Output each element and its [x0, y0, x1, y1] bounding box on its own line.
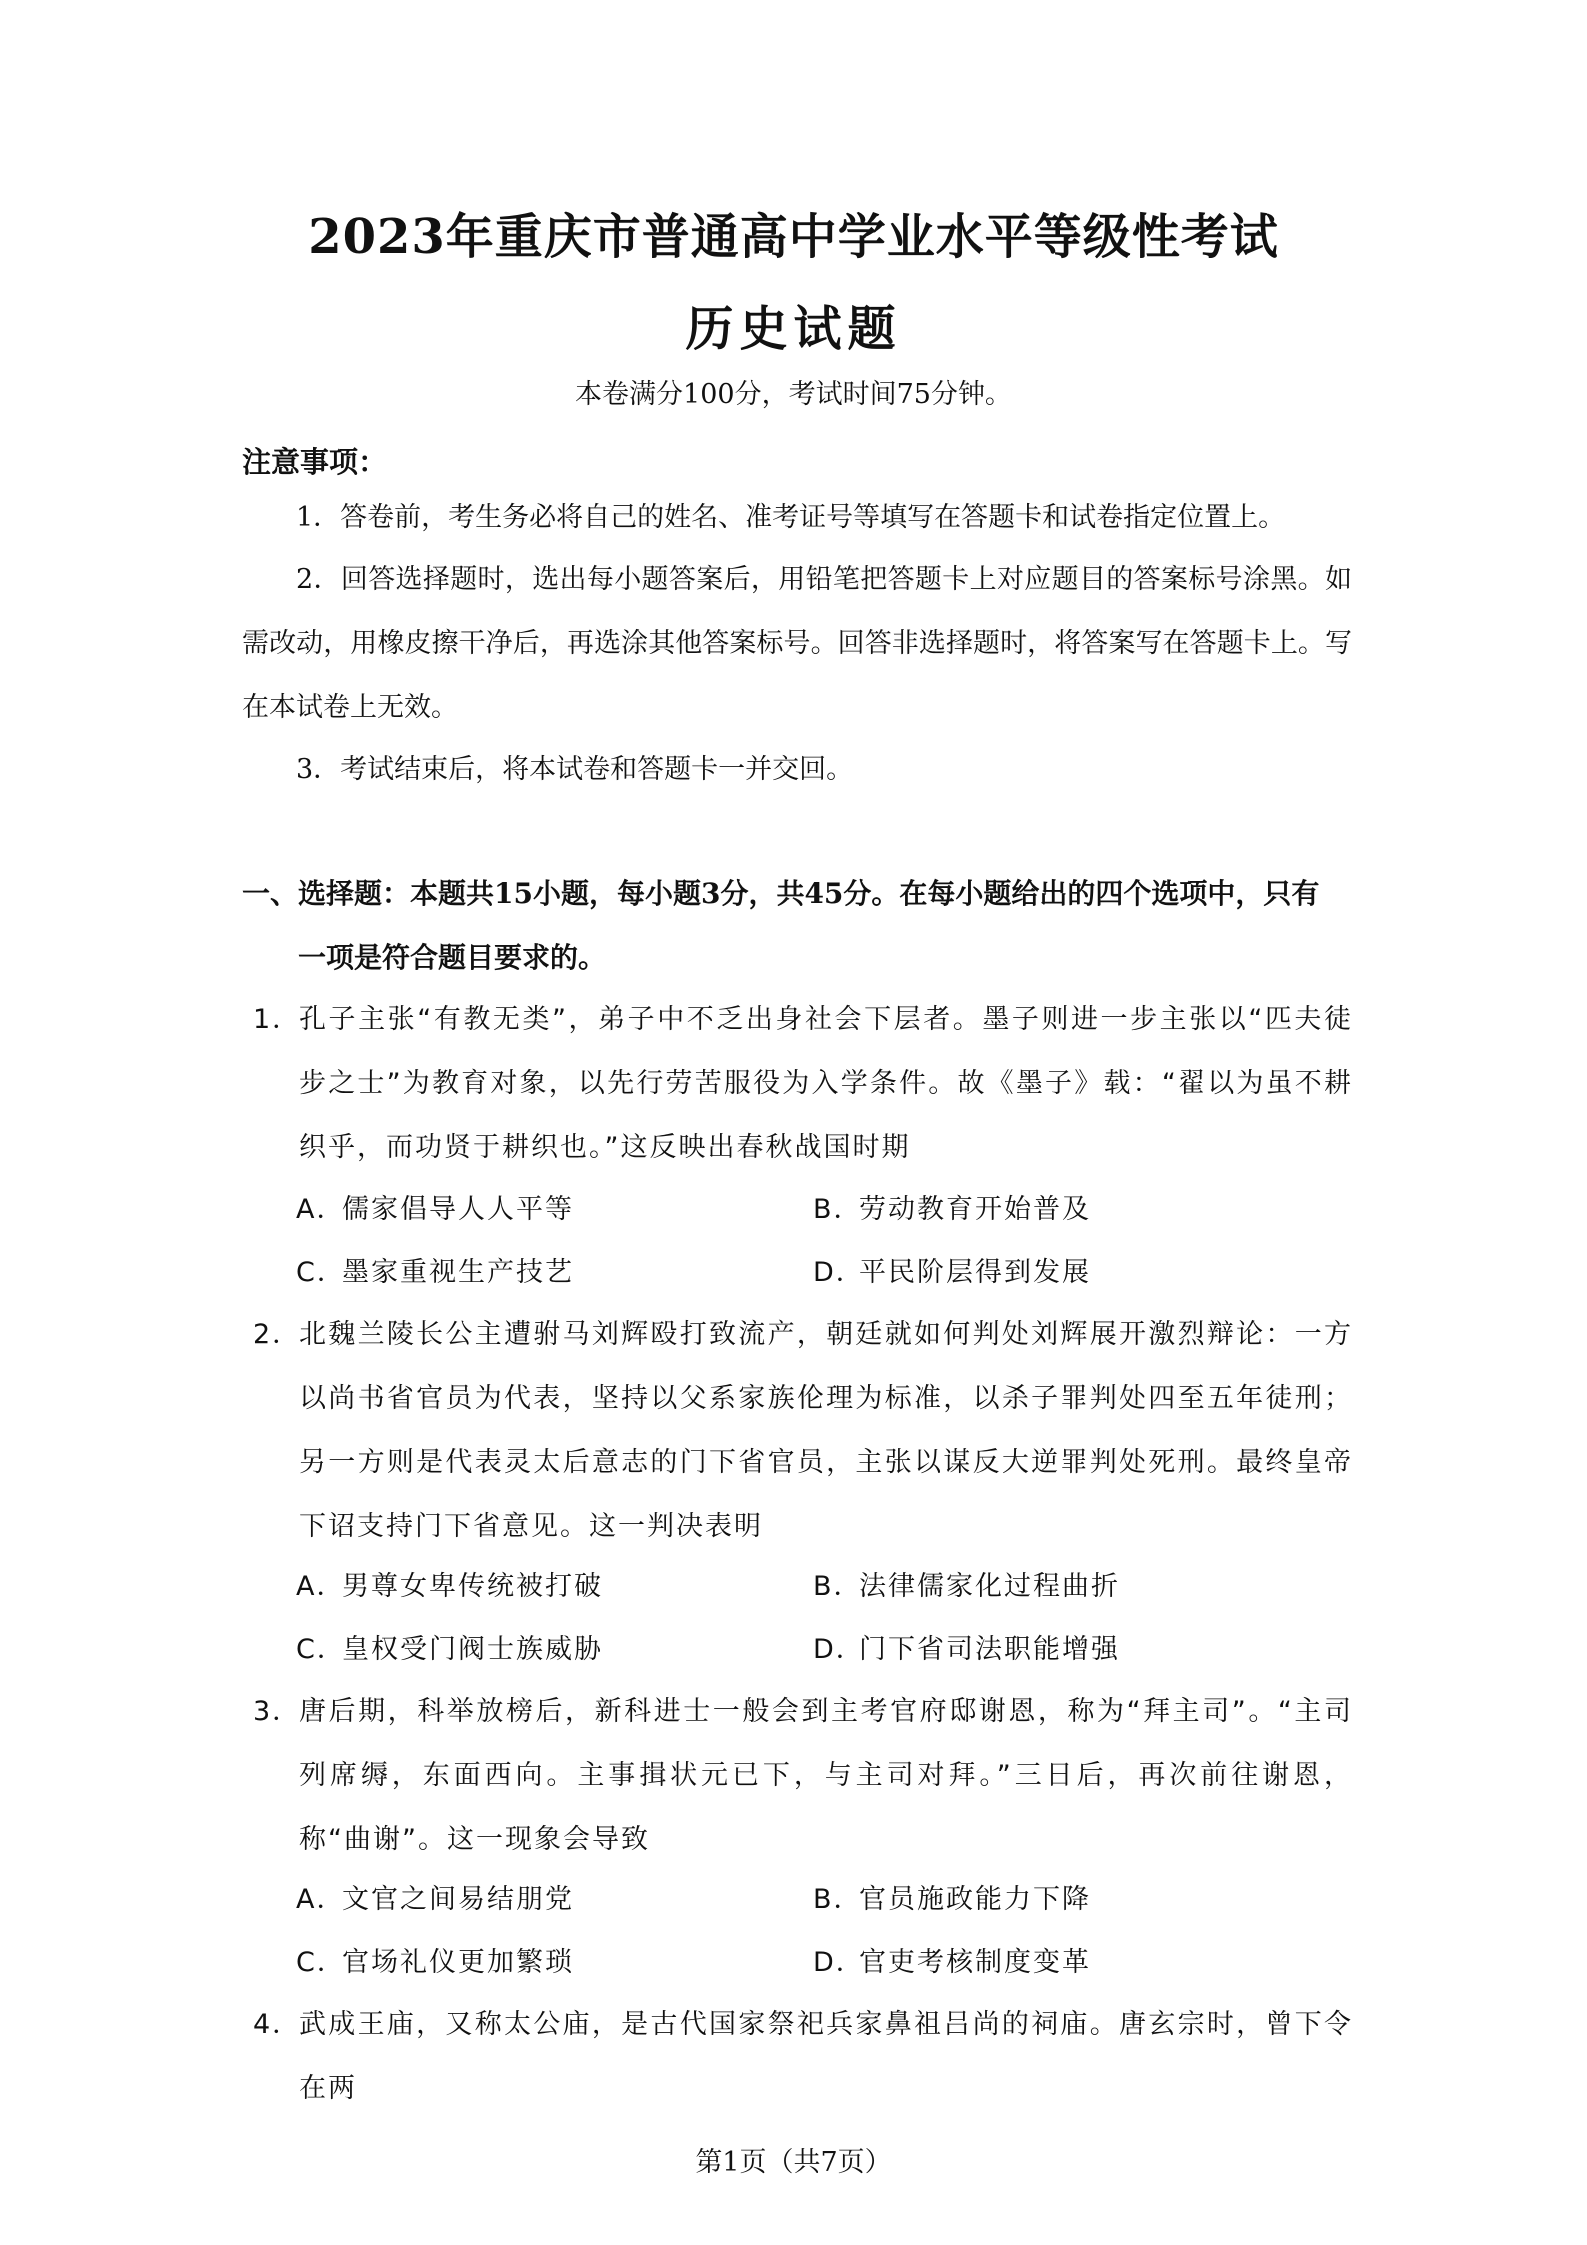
option-1b	[813, 1190, 1091, 1230]
option-letter: C．	[296, 1634, 346, 1665]
option-text: 墨家重视生产技艺	[342, 1257, 574, 1288]
option-2c	[296, 1630, 603, 1670]
option-letter: D．	[813, 1634, 865, 1665]
question-stem: 孔子主张“有教无类”，弟子中不乏出身社会下层者。墨子则进一步主张以“匹夫徒步之士”为教育对象，以先行劳苦服役为入学条件。故《墨子》载：“翟以为虽不耕织乎，而功贤于耕织也。”这反映出春秋战国时期	[299, 1004, 1353, 1163]
question-1	[253, 988, 1353, 1180]
question-number: 3．	[253, 1696, 302, 1727]
option-text: 官员施政能力下降	[859, 1884, 1091, 1915]
option-3d	[813, 1943, 1091, 1983]
exam-info: 本卷满分100分，考试时间75分钟。	[575, 379, 1012, 410]
option-letter: C．	[296, 1947, 346, 1978]
option-text: 门下省司法职能增强	[859, 1634, 1120, 1665]
option-text: 男尊女卑传统被打破	[342, 1571, 603, 1602]
option-letter: B．	[813, 1194, 863, 1225]
option-text: 劳动教育开始普及	[859, 1194, 1091, 1225]
option-letter: B．	[813, 1571, 863, 1602]
question-stem: 武成王庙，又称太公庙，是古代国家祭祀兵家鼻祖吕尚的祠庙。唐玄宗时，曾下令在两	[299, 2009, 1353, 2104]
option-1c	[296, 1253, 574, 1293]
question-number: 4．	[253, 2009, 302, 2040]
question-2	[253, 1303, 1353, 1559]
option-letter: A．	[296, 1194, 346, 1225]
question-4	[253, 1993, 1353, 2121]
option-text: 文官之间易结朋党	[342, 1884, 574, 1915]
option-3a	[296, 1880, 574, 1920]
section-heading	[242, 862, 1352, 990]
option-2b	[813, 1567, 1120, 1607]
option-text: 平民阶层得到发展	[859, 1257, 1091, 1288]
notice-item-2: 2．回答选择题时，选出每小题答案后，用铅笔把答题卡上对应题目的答案标号涂黑。如需改动，用橡皮擦干净后，再选涂其他答案标号。回答非选择题时，将答案写在答题卡上。写在本试卷上无效。	[242, 564, 1352, 723]
question-number: 2．	[253, 1319, 302, 1350]
question-3	[253, 1680, 1353, 1872]
question-stem: 北魏兰陵长公主遭驸马刘辉殴打致流产，朝廷就如何判处刘辉展开激烈辩论：一方以尚书省官员为代表，坚持以父系家族伦理为标准，以杀子罪判处四至五年徒刑；另一方则是代表灵太后意志的门下省官员，主张以谋反大逆罪判处死刑。最终皇帝下诏支持门下省意见。这一判决表明	[299, 1319, 1353, 1542]
option-letter: D．	[813, 1947, 865, 1978]
question-number: 1．	[253, 1004, 302, 1035]
option-1a	[296, 1190, 574, 1230]
section-heading-line-2: 一项是符合题目要求的。	[298, 941, 607, 974]
notice-item-3: 3．考试结束后，将本试卷和答题卡一并交回。	[296, 754, 854, 785]
notice-heading: 注意事项：	[242, 445, 388, 479]
option-text: 官吏考核制度变革	[859, 1947, 1091, 1978]
option-text: 皇权受门阀士族威胁	[342, 1634, 603, 1665]
option-2a	[296, 1567, 603, 1607]
option-text: 儒家倡导人人平等	[342, 1194, 574, 1225]
question-stem: 唐后期，科举放榜后，新科进士一般会到主考官府邸谢恩，称为“拜主司”。“主司列席缛，东面西向。主事揖状元已下，与主司对拜。”三日后，再次前往谢恩，称“曲谢”。这一现象会导致	[299, 1696, 1353, 1855]
exam-subject: 历史试题	[685, 301, 902, 357]
option-letter: A．	[296, 1884, 346, 1915]
option-letter: C．	[296, 1257, 346, 1288]
notice-item-1: 1．答卷前，考生务必将自己的姓名、准考证号等填写在答题卡和试卷指定位置上。	[296, 502, 1286, 533]
option-1d	[813, 1253, 1091, 1293]
page-number: 第1页（共7页）	[695, 2147, 892, 2178]
option-letter: A．	[296, 1571, 346, 1602]
option-3c	[296, 1943, 574, 1983]
section-heading-line-1: 一、选择题：本题共15小题，每小题3分，共45分。在每小题给出的四个选项中，只有	[242, 877, 1320, 910]
option-letter: D．	[813, 1257, 865, 1288]
option-text: 官场礼仪更加繁琐	[342, 1947, 574, 1978]
option-2d	[813, 1630, 1120, 1670]
option-letter: B．	[813, 1884, 863, 1915]
exam-title: 2023年重庆市普通高中学业水平等级性考试	[308, 209, 1279, 265]
option-text: 法律儒家化过程曲折	[859, 1571, 1120, 1602]
option-3b	[813, 1880, 1091, 1920]
